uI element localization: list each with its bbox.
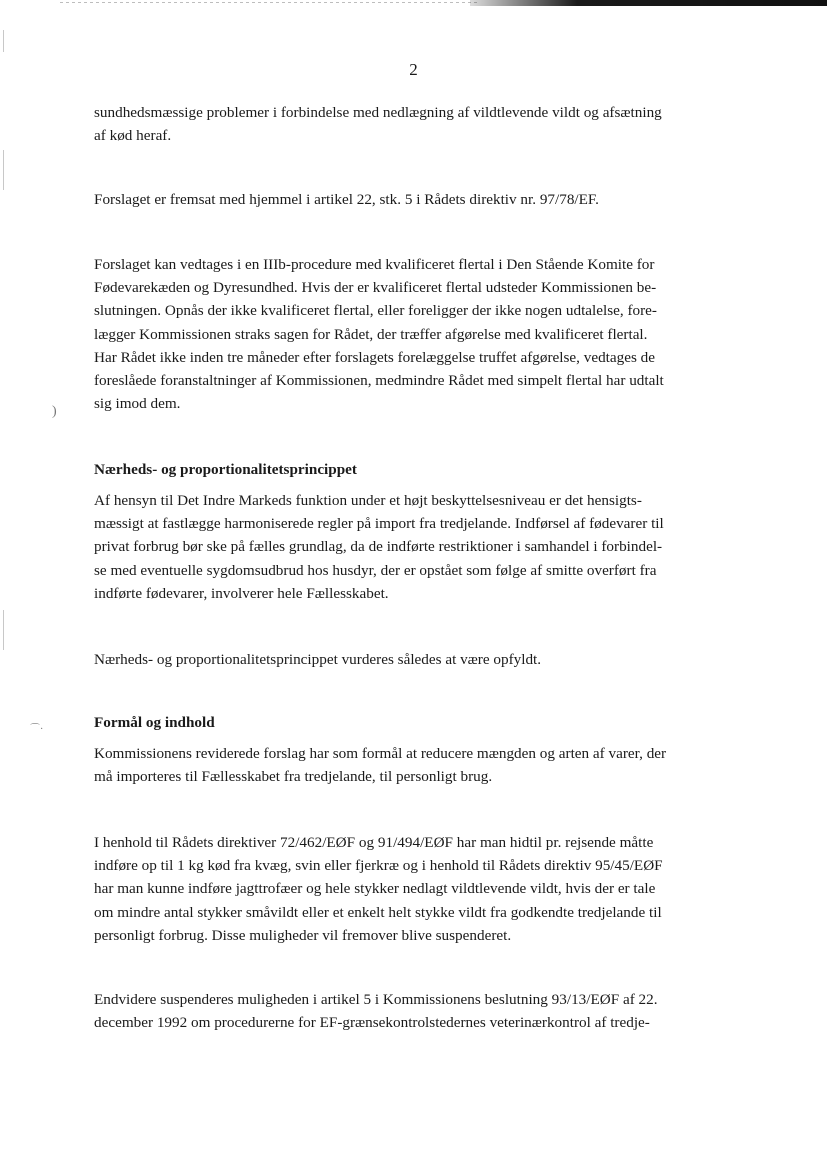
text-line: mæssigt at fastlægge harmoniserede regler på import fra tredjelande. Indførsel af fødevarer til bbox=[94, 515, 664, 533]
text-line: indførte fødevarer, involverer hele Fællesskabet. bbox=[94, 584, 389, 602]
text-line: Forslaget kan vedtages i en IIIb-procedure med kvalificeret flertal i Den Stående Komite for bbox=[94, 256, 655, 273]
text-line: Fødevarekæden og Dyresundhed. Hvis der er kvalificeret flertal udsteder Kommissionen be- bbox=[94, 279, 657, 297]
scan-margin-mark bbox=[3, 150, 4, 190]
paragraph-2 bbox=[94, 188, 734, 211]
text-line: Kommissionens reviderede forslag har som formål at reducere mængden og arten af varer, der bbox=[94, 745, 667, 762]
text-line: december 1992 om procedurerne for EF-grænsekontrolstedernes veterinærkontrol af tredje- bbox=[94, 1014, 650, 1032]
scan-speck: ⌒· bbox=[30, 724, 44, 735]
scan-margin-mark bbox=[3, 30, 4, 52]
text-line: Endvidere suspenderes muligheden i artikel 5 i Kommissionens beslutning 93/13/EØF af 22. bbox=[94, 991, 658, 1008]
text-line: se med eventuelle sygdomsudbrud hos husdyr, der er opstået som følge af smitte overført fra bbox=[94, 561, 657, 579]
paragraph-5 bbox=[94, 648, 734, 671]
section-heading-subsidiarity: Nærheds- og proportionalitetsprincippet bbox=[94, 461, 357, 478]
scan-speck: ) bbox=[52, 404, 57, 419]
text-line: indføre op til 1 kg kød fra kvæg, svin eller fjerkræ og i henhold til Rådets direktiv 95/45/EØF bbox=[94, 857, 663, 875]
paragraph-4 bbox=[94, 489, 734, 605]
text-line: privat forbrug bør ske på fælles grundlag, da de indførte restriktioner i samhandel i forbindel- bbox=[94, 538, 663, 556]
paragraph-8 bbox=[94, 988, 734, 1034]
text-line: sundhedsmæssige problemer i forbindelse med nedlægning af vildtlevende vildt og afsætning bbox=[94, 104, 662, 121]
text-line: Forslaget er fremsat med hjemmel i artikel 22, stk. 5 i Rådets direktiv nr. 97/78/EF. bbox=[94, 191, 599, 208]
paragraph-3 bbox=[94, 253, 734, 415]
text-line: personligt forbrug. Disse muligheder vil fremover blive suspenderet. bbox=[94, 926, 512, 944]
text-line: slutningen. Opnås der ikke kvalificeret flertal, eller foreligger der ikke nogen udtalelse, fore- bbox=[94, 302, 657, 320]
page-number: 2 bbox=[409, 60, 418, 79]
text-line: Har Rådet ikke inden tre måneder efter forslagets forelæggelse truffet afgørelse, vedtages de bbox=[94, 348, 655, 366]
paragraph-1 bbox=[94, 101, 734, 147]
text-line: af kød heraf. bbox=[94, 127, 172, 145]
text-line: Af hensyn til Det Indre Markeds funktion under et højt beskyttelsesniveau er det hensigts- bbox=[94, 492, 642, 509]
paragraph-6 bbox=[94, 742, 734, 788]
scan-dark-rule bbox=[470, 0, 827, 6]
text-line: Nærheds- og proportionalitetsprincippet vurderes således at være opfyldt. bbox=[94, 651, 542, 668]
scan-top-edge bbox=[0, 0, 827, 8]
text-line: foreslåede foranstaltninger af Kommissionen, medmindre Rådet med simpelt flertal har udtalt bbox=[94, 372, 664, 390]
text-line: har man kunne indføre jagttrofæer og hele stykker nedlagt vildtlevende vildt, hvis der er tale bbox=[94, 880, 656, 898]
section-heading-purpose: Formål og indhold bbox=[94, 714, 215, 731]
text-line: må importeres til Fællesskabet fra tredjelande, til personligt brug. bbox=[94, 768, 493, 786]
text-line: om mindre antal stykker småvildt eller et enkelt helt stykke vildt fra godkendte tredjelande til bbox=[94, 903, 662, 921]
scan-dotted-rule bbox=[60, 2, 480, 3]
text-line: I henhold til Rådets direktiver 72/462/EØF og 91/494/EØF har man hidtil pr. rejsende måtte bbox=[94, 834, 654, 851]
text-line: lægger Kommissionen straks sagen for Rådet, der træffer afgørelse med kvalificeret flertal. bbox=[94, 325, 648, 343]
paragraph-7 bbox=[94, 831, 734, 947]
scan-margin-mark bbox=[3, 610, 4, 650]
text-line: sig imod dem. bbox=[94, 395, 181, 413]
